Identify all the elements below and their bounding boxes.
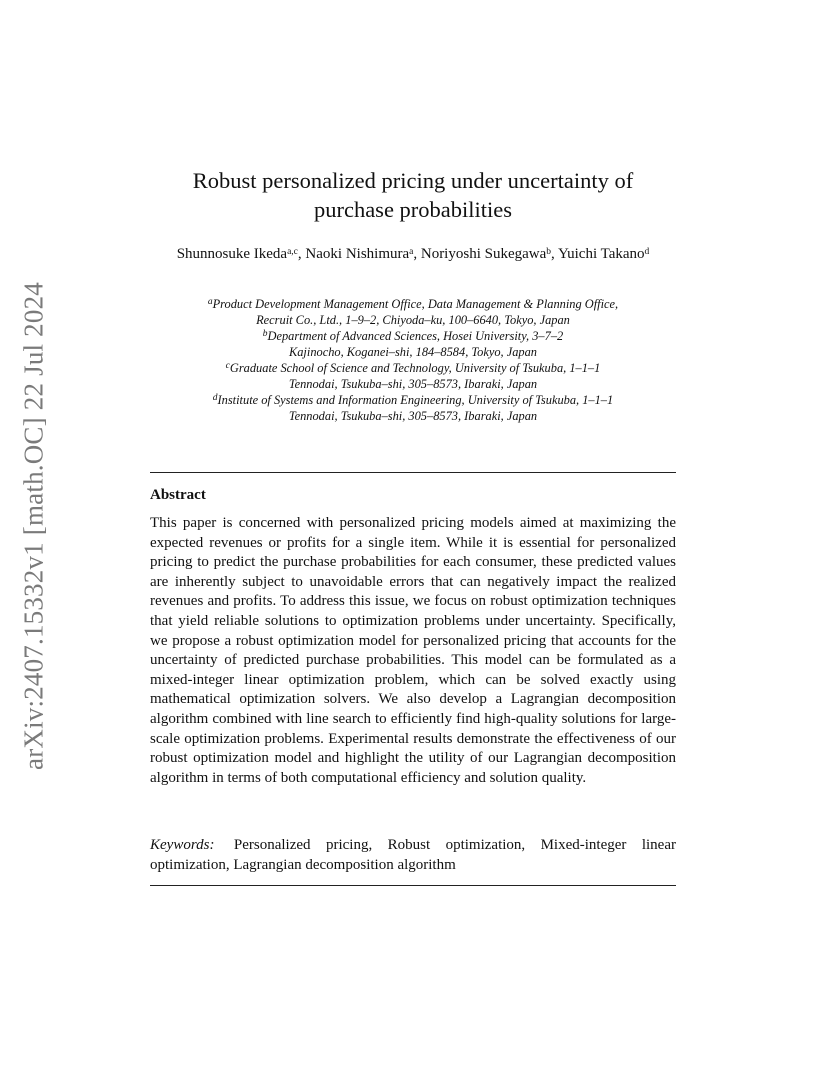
affiliation-mark: d xyxy=(212,393,218,404)
affiliation-line: Department of Advanced Sciences, Hosei University, 3–7–2 xyxy=(267,329,564,343)
abstract-bottom-rule xyxy=(150,885,676,886)
affiliation-item xyxy=(150,296,676,328)
affiliation-item xyxy=(150,328,676,360)
author-name: Yuichi Takano xyxy=(557,246,645,262)
abstract-top-rule xyxy=(150,472,676,473)
author-affiliation-mark: a,c xyxy=(287,247,298,258)
affiliation-mark: b xyxy=(262,329,268,340)
keywords-block xyxy=(150,836,676,875)
abstract-text: This paper is concerned with personalized pricing models aimed at maximizing the expected revenues or profits for a single item. While it is essential for personalized pricing to predict the purchase probabilities for each consumer, these predicted values are inherently subject to unavoidable errors that can negatively impact the realized revenues and profits. To address this issue, we focus on robust optimization techniques that yield reliable solutions to optimization problems under uncertainty. Specifically, we propose a robust optimization model for personalized pricing that accounts for the uncertainty of predicted purchase probabilities. This model can be formulated as a mixed-integer linear optimization problem, which can be solved exactly using mathematical optimization solvers. We also develop a Lagrangian decomposition algorithm combined with line search to efficiently find high-quality solutions for large-scale optimization problems. Experimental results demonstrate the effectiveness of our robust optimization model and highlight the utility of our Lagrangian decomposition algorithm in terms of both computational efficiency and solution quality. xyxy=(150,515,676,786)
abstract-heading: Abstract xyxy=(150,487,206,503)
affiliation-line: Institute of Systems and Information Engineering, University of Tsukuba, 1–1–1 xyxy=(217,393,614,407)
affiliation-item xyxy=(150,360,676,392)
affiliation-line: Product Development Management Office, Data Management & Planning Office, xyxy=(212,297,619,311)
affiliation-line: Tennodai, Tsukuba–shi, 305–8573, Ibaraki, Japan xyxy=(288,409,538,423)
affiliation-item xyxy=(150,392,676,424)
paper-title: Robust personalized pricing under uncertainty of purchase probabilities xyxy=(192,168,634,222)
author-affiliation-mark: a xyxy=(409,247,414,258)
affiliation-line: Kajinocho, Koganei–shi, 184–8584, Tokyo, Japan xyxy=(288,345,538,359)
affiliation-line: Tennodai, Tsukuba–shi, 305–8573, Ibaraki, Japan xyxy=(288,377,538,391)
affiliation-list xyxy=(150,296,676,424)
author-list: Shunnosuke Ikeda$^{a,c}$, Naoki Nishimura$^a$, Noriyoshi Sukegawa$^b$, Yuichi Takano$^d$ xyxy=(176,246,650,262)
author-affiliation-mark: b xyxy=(546,247,552,258)
author-affiliation-mark: d xyxy=(644,247,650,258)
author-name: Shunnosuke Ikeda xyxy=(176,246,288,262)
affiliation-line: Graduate School of Science and Technology, University of Tsukuba, 1–1–1 xyxy=(229,361,601,375)
author-name: Naoki Nishimura xyxy=(305,246,410,262)
affiliation-line: Recruit Co., Ltd., 1–9–2, Chiyoda–ku, 100–6640, Tokyo, Japan xyxy=(256,313,570,327)
affiliation-mark: a xyxy=(207,297,213,308)
affiliation-mark: c xyxy=(225,361,230,372)
arxiv-identifier-stamp: arXiv:2407.15332v1 [math.OC] 22 Jul 2024 xyxy=(18,282,49,770)
author-name: Noriyoshi Sukegawa xyxy=(420,246,547,262)
keywords-label: Keywords: xyxy=(150,837,215,853)
keywords-text: Personalized pricing, Robust optimization, Mixed-integer linear optimization, Lagrangian decomposition algorithm xyxy=(150,837,676,873)
